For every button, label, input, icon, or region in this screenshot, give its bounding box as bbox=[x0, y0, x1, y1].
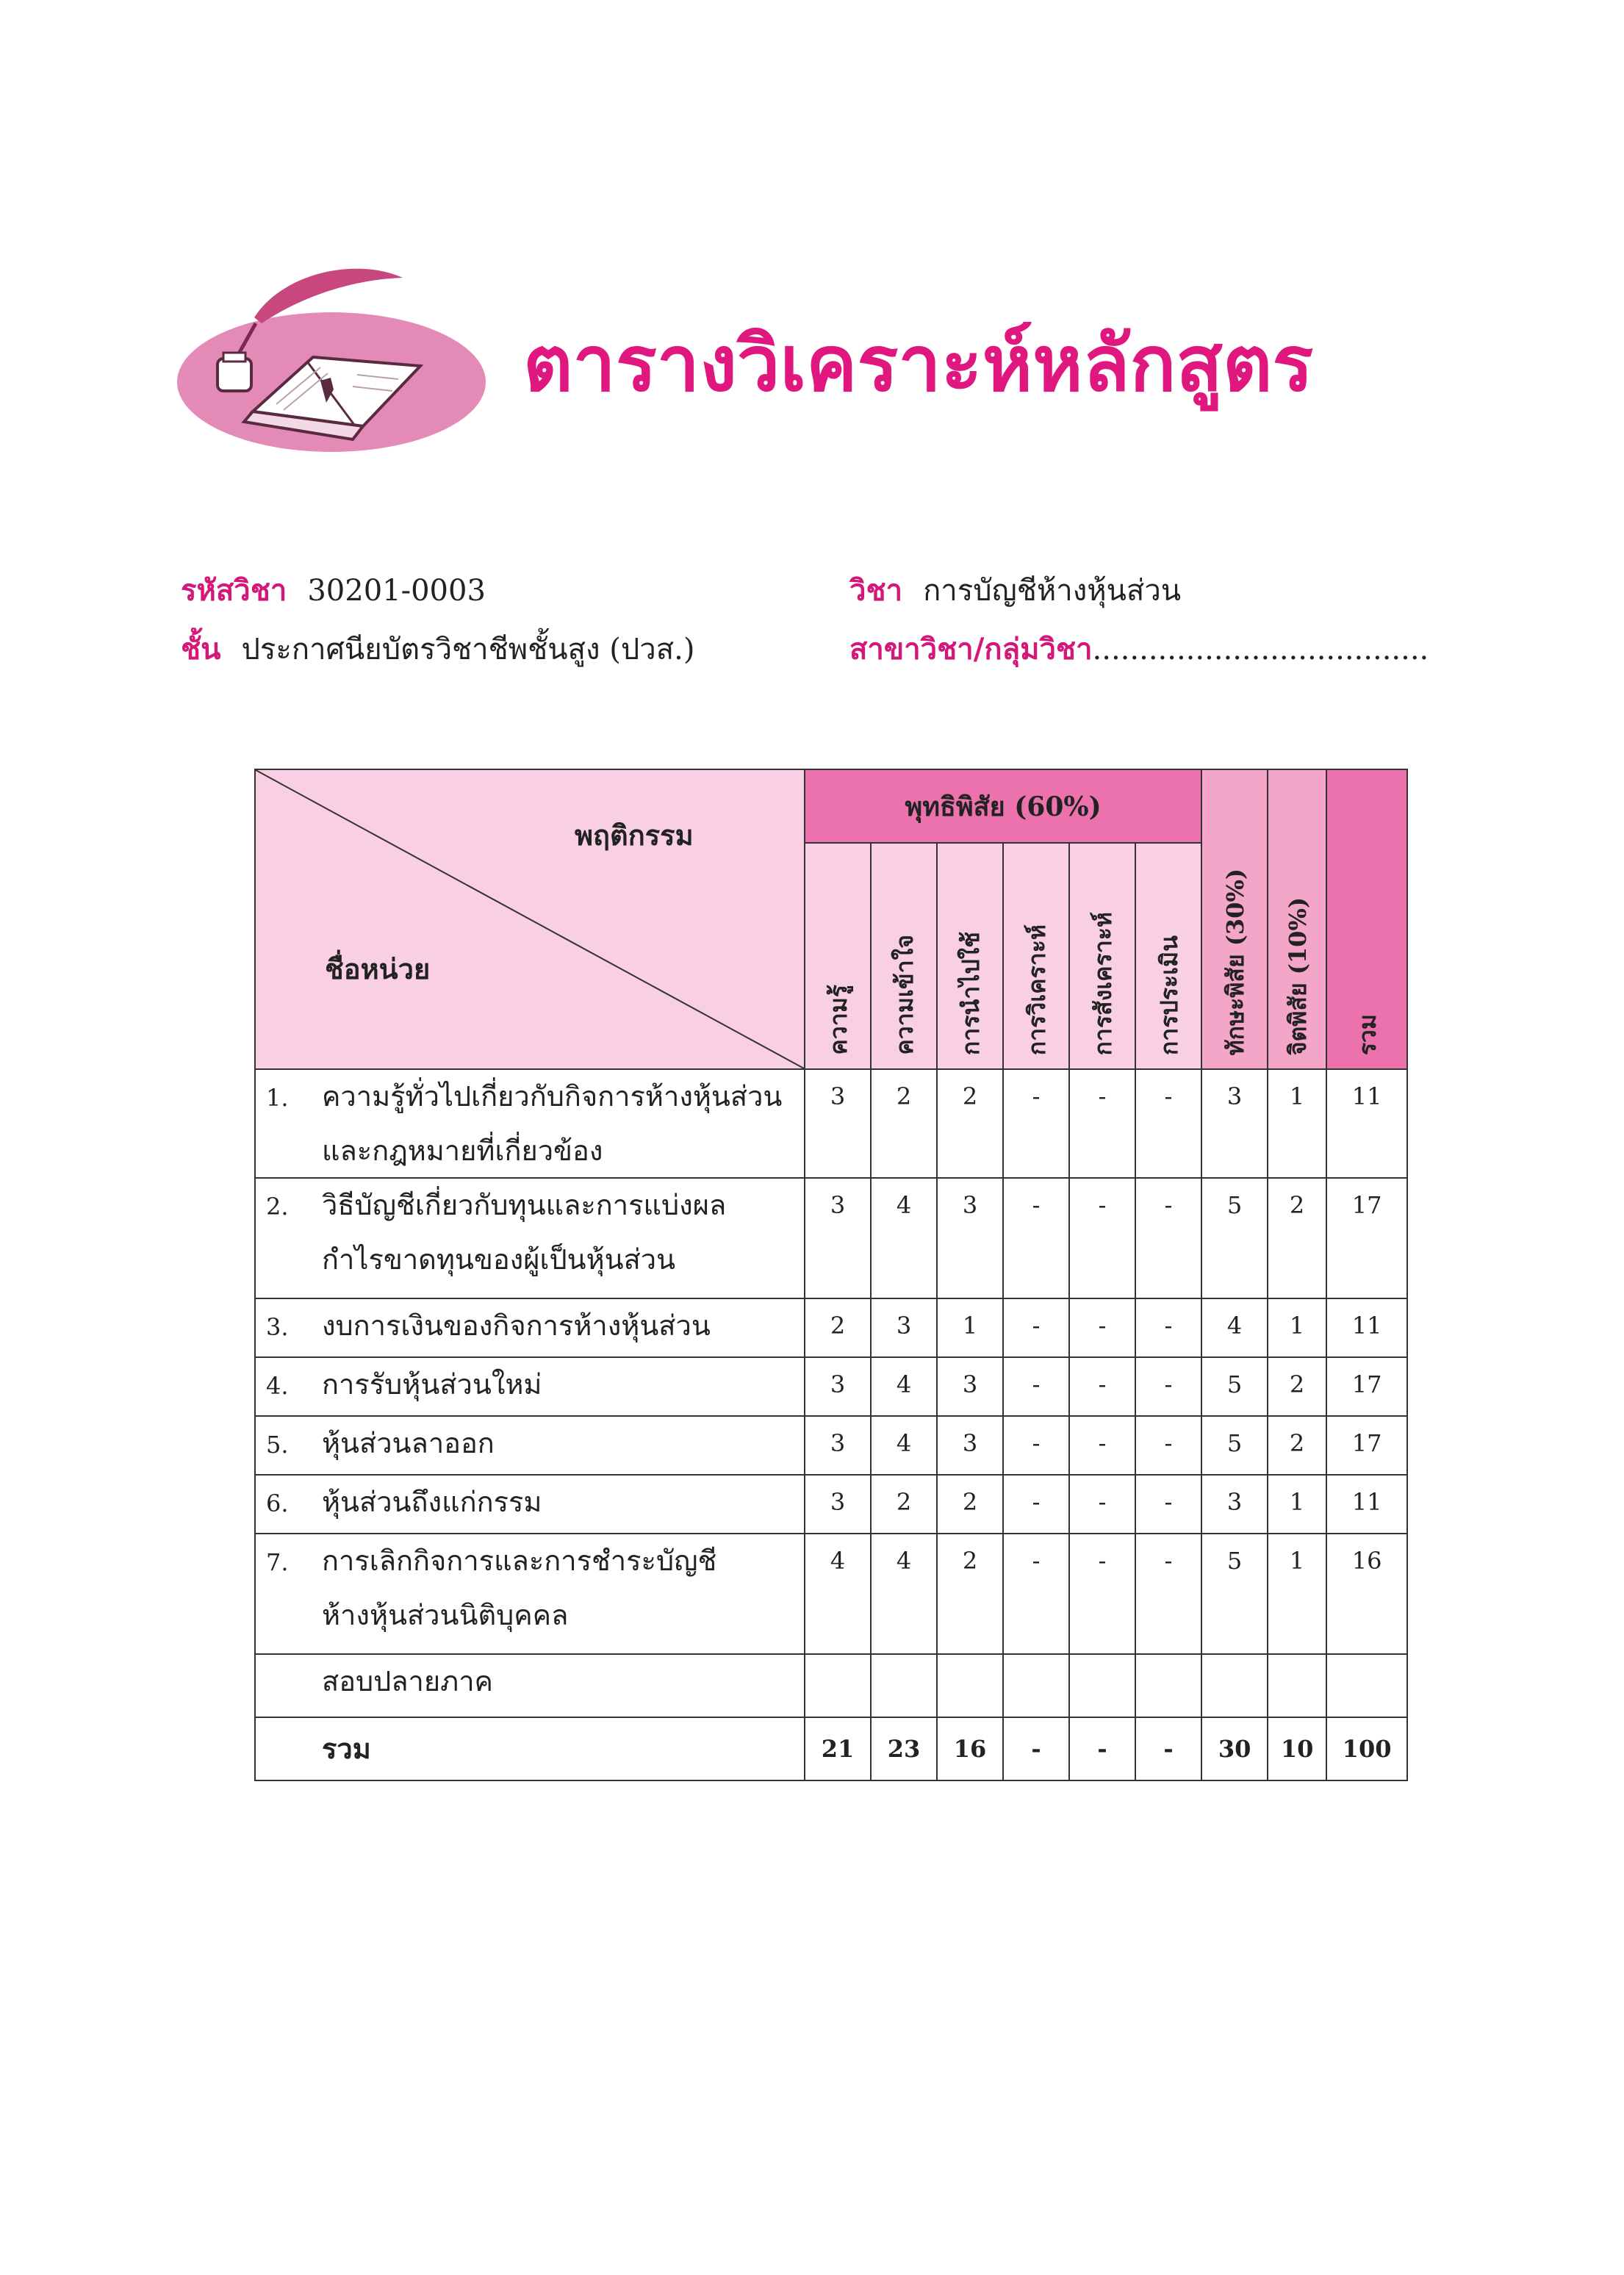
unit-number: 3. bbox=[266, 1313, 289, 1341]
score-cell: 1 bbox=[937, 1298, 1003, 1357]
cognitive-col-label: การวิเคราะห์ bbox=[1022, 924, 1051, 1055]
attitude-header bbox=[1268, 769, 1326, 1069]
table-corner-header bbox=[255, 769, 805, 1069]
behavior-header: พฤติกรรม bbox=[575, 819, 694, 852]
unit-number: 6. bbox=[266, 1489, 289, 1517]
page-title: ตารางวิเคราะห์หลักสูตร bbox=[523, 319, 1314, 409]
course-code-label: รหัสวิชา bbox=[181, 573, 287, 608]
score-cell: 11 bbox=[1326, 1298, 1407, 1357]
total-row bbox=[255, 1717, 1407, 1780]
cognitive-col-header bbox=[871, 843, 937, 1069]
score-cell: - bbox=[1003, 1069, 1069, 1178]
total-label: รวม bbox=[322, 1732, 371, 1765]
unit-number: 4. bbox=[266, 1372, 289, 1400]
course-level bbox=[181, 628, 695, 672]
unit-name-cell bbox=[255, 1416, 805, 1475]
total-label-cell bbox=[255, 1717, 805, 1780]
unit-name-header: ชื่อหน่วย bbox=[325, 952, 431, 985]
empty-cell bbox=[1135, 1654, 1201, 1717]
unit-name-cell bbox=[255, 1475, 805, 1534]
table-row bbox=[255, 1416, 1407, 1475]
score-cell: 2 bbox=[937, 1475, 1003, 1534]
score-cell: 3 bbox=[1201, 1069, 1268, 1178]
score-cell: - bbox=[1135, 1357, 1201, 1416]
total-cell: 30 bbox=[1201, 1717, 1268, 1780]
empty-cell bbox=[871, 1654, 937, 1717]
curriculum-analysis-table bbox=[254, 769, 1408, 1781]
unit-name-cell bbox=[255, 1534, 805, 1654]
score-cell: - bbox=[1003, 1298, 1069, 1357]
total-cell: - bbox=[1069, 1717, 1135, 1780]
cognitive-col-label: การนำไปใช้ bbox=[956, 931, 985, 1055]
unit-name-cell bbox=[255, 1069, 805, 1178]
score-cell: - bbox=[1069, 1178, 1135, 1298]
total-cell: - bbox=[1003, 1717, 1069, 1780]
course-code-value: 30201-0003 bbox=[307, 574, 486, 608]
unit-name-line: วิธีบัญชีเกี่ยวกับทุนและการแบ่งผล bbox=[322, 1189, 727, 1221]
unit-name-line: กำไรขาดทุนของผู้เป็นหุ้นส่วน bbox=[322, 1243, 676, 1276]
cognitive-col-header bbox=[1003, 843, 1069, 1069]
empty-cell bbox=[1201, 1654, 1268, 1717]
score-cell: 2 bbox=[937, 1534, 1003, 1654]
score-cell: 4 bbox=[871, 1178, 937, 1298]
score-cell: 3 bbox=[805, 1416, 871, 1475]
score-cell: 3 bbox=[937, 1357, 1003, 1416]
score-cell: 17 bbox=[1326, 1357, 1407, 1416]
score-cell: - bbox=[1069, 1069, 1135, 1178]
score-cell: 4 bbox=[1201, 1298, 1268, 1357]
course-code bbox=[181, 569, 486, 613]
skill-header-label: ทักษะพิสัย (30%) bbox=[1221, 868, 1249, 1055]
score-cell: - bbox=[1135, 1534, 1201, 1654]
unit-name-line: หุ้นส่วนลาออก bbox=[322, 1427, 495, 1459]
unit-name-cell bbox=[255, 1298, 805, 1357]
total-cell: - bbox=[1135, 1717, 1201, 1780]
total-cell: 23 bbox=[871, 1717, 937, 1780]
score-cell: - bbox=[1069, 1298, 1135, 1357]
total-cell: 16 bbox=[937, 1717, 1003, 1780]
score-cell: 3 bbox=[805, 1069, 871, 1178]
score-cell: 3 bbox=[937, 1178, 1003, 1298]
score-cell: 4 bbox=[871, 1534, 937, 1654]
score-cell: - bbox=[1003, 1534, 1069, 1654]
table-row bbox=[255, 1475, 1407, 1534]
unit-name-line: และกฎหมายที่เกี่ยวข้อง bbox=[322, 1135, 603, 1167]
unit-name-line: ความรู้ทั่วไปเกี่ยวกับกิจการห้างหุ้นส่วน bbox=[322, 1080, 783, 1113]
total-cell: 100 bbox=[1326, 1717, 1407, 1780]
course-major-label: สาขาวิชา/กลุ่มวิชา bbox=[849, 632, 1093, 666]
score-cell: 1 bbox=[1268, 1534, 1326, 1654]
score-cell: 17 bbox=[1326, 1178, 1407, 1298]
course-subject-label: วิชา bbox=[849, 573, 903, 608]
score-cell: 2 bbox=[1268, 1416, 1326, 1475]
score-cell: - bbox=[1069, 1534, 1135, 1654]
course-major bbox=[849, 628, 1429, 672]
cognitive-col-header bbox=[937, 843, 1003, 1069]
book-quill-logo bbox=[173, 265, 489, 463]
cognitive-col-label: การประเมิน bbox=[1154, 935, 1183, 1055]
score-cell: 3 bbox=[805, 1475, 871, 1534]
score-cell: 5 bbox=[1201, 1534, 1268, 1654]
empty-cell bbox=[805, 1654, 871, 1717]
score-cell: 3 bbox=[1201, 1475, 1268, 1534]
final-exam-cell bbox=[255, 1654, 805, 1717]
score-cell: - bbox=[1003, 1416, 1069, 1475]
cognitive-col-header bbox=[805, 843, 871, 1069]
score-cell: 2 bbox=[871, 1475, 937, 1534]
score-cell: 4 bbox=[805, 1534, 871, 1654]
unit-number: 2. bbox=[266, 1193, 289, 1221]
table-row bbox=[255, 1069, 1407, 1178]
score-cell: - bbox=[1003, 1475, 1069, 1534]
score-cell: 1 bbox=[1268, 1475, 1326, 1534]
score-cell: 3 bbox=[805, 1357, 871, 1416]
score-cell: - bbox=[1135, 1069, 1201, 1178]
cognitive-col-label: ความรู้ bbox=[824, 985, 852, 1055]
attitude-header-label: จิตพิสัย (10%) bbox=[1283, 896, 1312, 1055]
score-cell: 3 bbox=[937, 1416, 1003, 1475]
table-row bbox=[255, 1178, 1407, 1298]
empty-cell bbox=[1003, 1654, 1069, 1717]
unit-name-line: การเลิกกิจการและการชำระบัญชี bbox=[322, 1545, 717, 1577]
cognitive-col-label: การสังเคราะห์ bbox=[1088, 911, 1117, 1055]
unit-name-line: หุ้นส่วนถึงแก่กรรม bbox=[322, 1486, 542, 1518]
score-cell: 5 bbox=[1201, 1357, 1268, 1416]
score-cell: 11 bbox=[1326, 1069, 1407, 1178]
score-cell: 1 bbox=[1268, 1069, 1326, 1178]
unit-name-line: การรับหุ้นส่วนใหม่ bbox=[322, 1368, 542, 1401]
total-cell: 10 bbox=[1268, 1717, 1326, 1780]
score-cell: - bbox=[1135, 1416, 1201, 1475]
course-subject-value: การบัญชีห้างหุ้นส่วน bbox=[923, 574, 1182, 608]
unit-name-line: งบการเงินของกิจการห้างหุ้นส่วน bbox=[322, 1309, 711, 1342]
score-cell: - bbox=[1003, 1178, 1069, 1298]
cognitive-group-header: พุทธิพิสัย (60%) bbox=[805, 769, 1201, 843]
total-cell: 21 bbox=[805, 1717, 871, 1780]
score-cell: 16 bbox=[1326, 1534, 1407, 1654]
score-cell: 11 bbox=[1326, 1475, 1407, 1534]
score-cell: 3 bbox=[871, 1298, 937, 1357]
score-cell: - bbox=[1069, 1475, 1135, 1534]
score-cell: 2 bbox=[871, 1069, 937, 1178]
score-cell: 2 bbox=[1268, 1357, 1326, 1416]
diagonal-divider bbox=[256, 770, 804, 1068]
empty-cell bbox=[1069, 1654, 1135, 1717]
empty-cell bbox=[937, 1654, 1003, 1717]
unit-number: 1. bbox=[266, 1084, 289, 1112]
unit-name-line: ห้างหุ้นส่วนนิติบุคคล bbox=[322, 1599, 569, 1631]
score-cell: - bbox=[1069, 1416, 1135, 1475]
score-cell: 4 bbox=[871, 1357, 937, 1416]
score-cell: 1 bbox=[1268, 1298, 1326, 1357]
course-level-value: ประกาศนียบัตรวิชาชีพชั้นสูง (ปวส.) bbox=[241, 633, 695, 666]
unit-name-cell bbox=[255, 1178, 805, 1298]
cognitive-col-header bbox=[1135, 843, 1201, 1069]
score-cell: - bbox=[1003, 1357, 1069, 1416]
unit-number: 7. bbox=[266, 1548, 289, 1576]
course-level-label: ชั้น bbox=[181, 632, 221, 666]
score-cell: 5 bbox=[1201, 1178, 1268, 1298]
score-cell: 5 bbox=[1201, 1416, 1268, 1475]
total-header-label: รวม bbox=[1353, 1013, 1382, 1055]
score-cell: 17 bbox=[1326, 1416, 1407, 1475]
unit-number: 5. bbox=[266, 1431, 289, 1459]
empty-cell bbox=[1326, 1654, 1407, 1717]
table-row bbox=[255, 1298, 1407, 1357]
score-cell: 2 bbox=[937, 1069, 1003, 1178]
course-major-value: .................................... bbox=[1092, 633, 1429, 666]
skill-header bbox=[1201, 769, 1268, 1069]
empty-cell bbox=[1268, 1654, 1326, 1717]
score-cell: - bbox=[1135, 1298, 1201, 1357]
cognitive-col-label: ความเข้าใจ bbox=[890, 935, 919, 1055]
final-exam-row bbox=[255, 1654, 1407, 1717]
score-cell: 3 bbox=[805, 1178, 871, 1298]
score-cell: - bbox=[1135, 1475, 1201, 1534]
score-cell: - bbox=[1069, 1357, 1135, 1416]
unit-name-cell bbox=[255, 1357, 805, 1416]
total-header bbox=[1326, 769, 1407, 1069]
score-cell: 2 bbox=[805, 1298, 871, 1357]
course-subject bbox=[849, 569, 1181, 613]
score-cell: - bbox=[1135, 1178, 1201, 1298]
score-cell: 4 bbox=[871, 1416, 937, 1475]
table-row bbox=[255, 1534, 1407, 1654]
cognitive-col-header bbox=[1069, 843, 1135, 1069]
score-cell: 2 bbox=[1268, 1178, 1326, 1298]
final-exam-label: สอบปลายภาค bbox=[322, 1665, 493, 1697]
table-row bbox=[255, 1357, 1407, 1416]
